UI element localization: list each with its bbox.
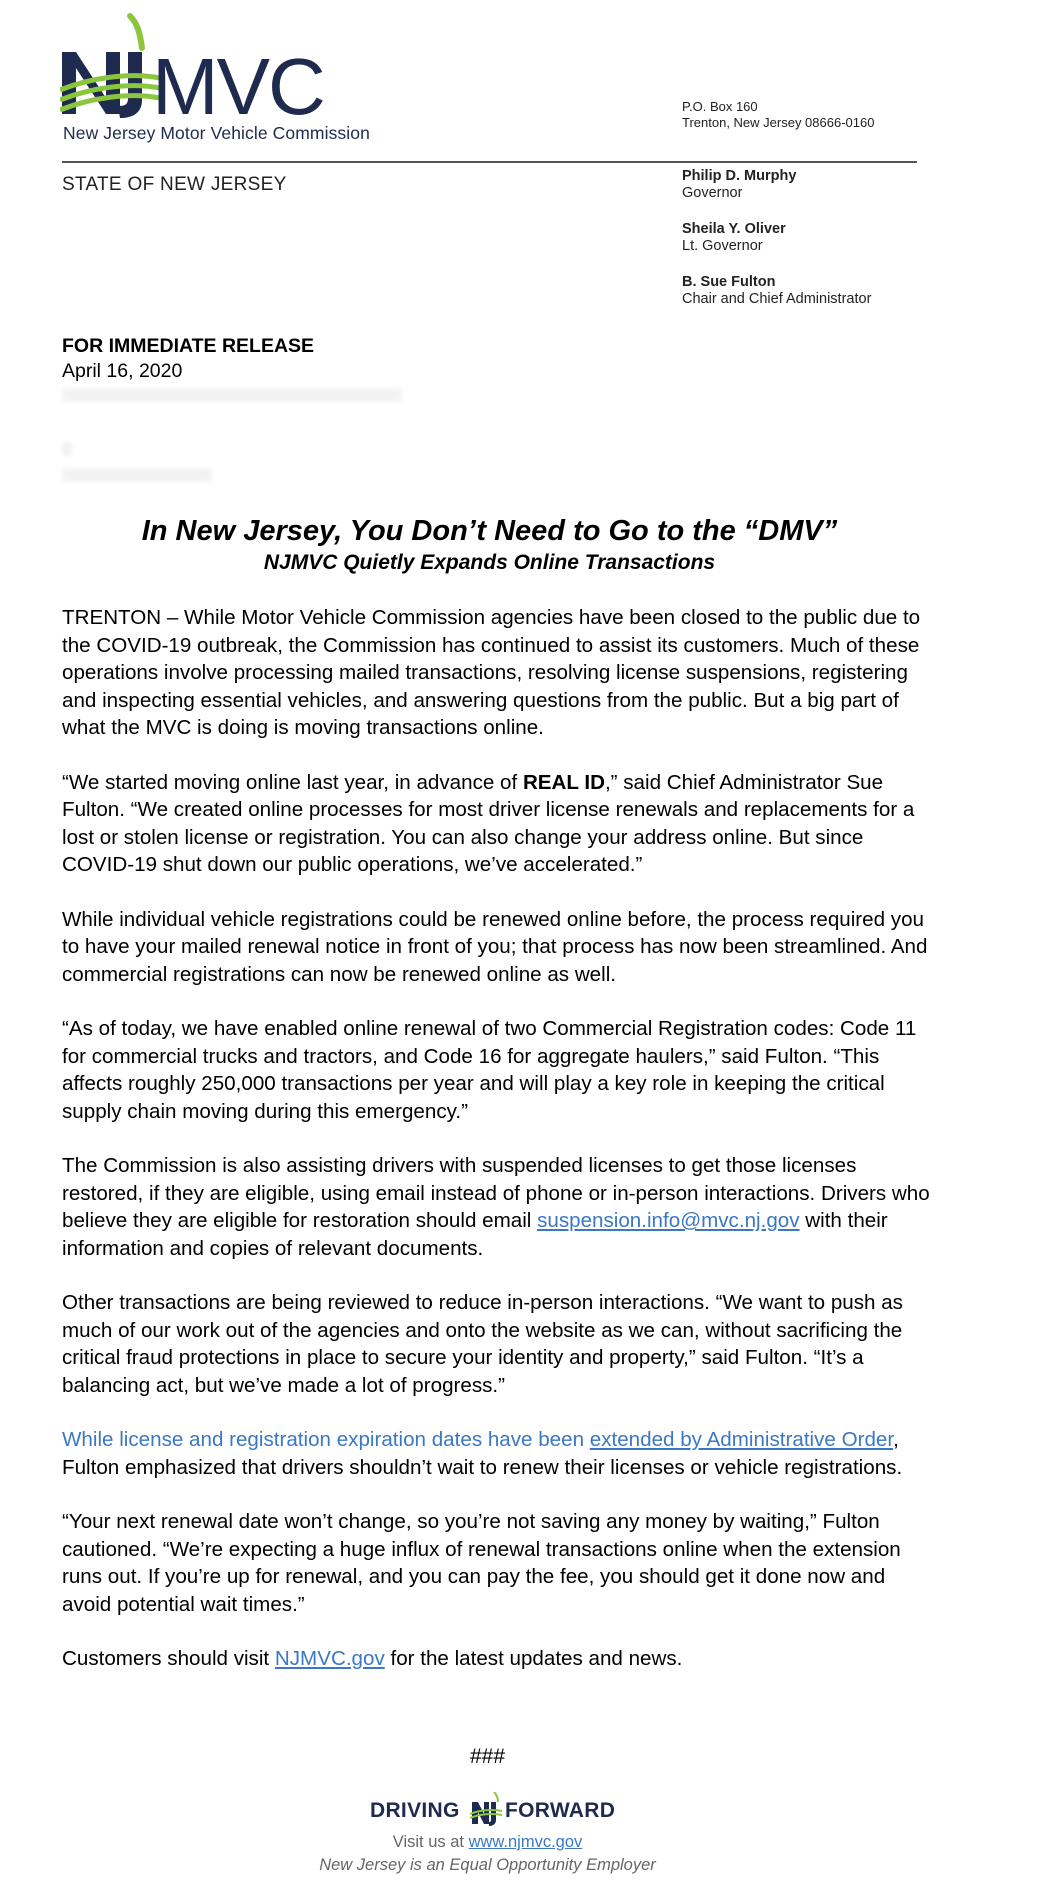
end-marker: ### xyxy=(469,1745,506,1768)
subheadline: NJMVC Quietly Expands Online Transactions xyxy=(263,551,716,574)
brand-left: DRIVING xyxy=(370,1799,460,1822)
text-run: with their information and copies of relevant documents. xyxy=(62,1209,888,1260)
redacted-contact-line xyxy=(62,468,212,482)
article-body xyxy=(62,604,932,1700)
njmvc-website-link[interactable]: www.njmvc.gov xyxy=(468,1833,583,1851)
release-info xyxy=(62,334,314,384)
nj-mark-icon xyxy=(470,1792,502,1826)
official-chair xyxy=(682,274,871,308)
paragraph-2 xyxy=(62,769,932,879)
administrative-order-link[interactable]: extended by Administrative Order xyxy=(589,1428,894,1451)
text-run: “We started moving online last year, in advance of xyxy=(62,770,523,794)
official-name: Philip D. Murphy xyxy=(682,168,797,184)
paragraph-5 xyxy=(62,1152,932,1262)
paragraph-9 xyxy=(62,1645,932,1673)
equal-opportunity-statement: New Jersey is an Equal Opportunity Employer xyxy=(319,1856,656,1874)
official-lt-governor xyxy=(682,221,871,255)
official-title: Lt. Governor xyxy=(682,238,763,254)
address-line-2: Trenton, New Jersey 08666-0160 xyxy=(682,115,875,130)
official-name: B. Sue Fulton xyxy=(682,274,776,290)
state-label: STATE OF NEW JERSEY xyxy=(62,174,287,195)
address-line-1: P.O. Box 160 xyxy=(682,99,758,114)
brand-right: FORWARD xyxy=(505,1799,616,1822)
redacted-contact-line xyxy=(62,388,402,402)
njmvc-logo-mark xyxy=(60,12,380,124)
release-date: April 16, 2020 xyxy=(62,360,183,382)
text-run: Customers should visit xyxy=(62,1647,275,1670)
mailing-address xyxy=(682,99,874,131)
header-divider xyxy=(62,161,917,163)
text-run: While license and registration expiration dates have been xyxy=(62,1428,590,1451)
real-id-bold: REAL ID xyxy=(522,770,605,794)
headline: In New Jersey, You Don’t Need to Go to the “DMV” xyxy=(141,515,838,547)
official-name: Sheila Y. Oliver xyxy=(682,221,786,237)
paragraph-6: Other transactions are being reviewed to reduce in-person interactions. “We want to push as much of our work out of the agencies and onto the website as we can, without sacrificing the critical fraud protections in place to secure your identity and property,” said Fulton. “It’s a balancing act, but we’ve made a lot of progress.” xyxy=(62,1291,903,1397)
paragraph-8: “Your next renewal date won’t change, so you’re not saving any money by waiting,” Fulton cautioned. “We’re expecting a huge influx of renewal transactions online when the extension runs out. If you’re up for renewal, and you can pay the fee, you should get it done now and avoid potential wait times.” xyxy=(62,1510,901,1616)
logo-tagline: New Jersey Motor Vehicle Commission xyxy=(63,123,370,143)
official-title: Governor xyxy=(682,185,743,201)
paragraph-3: While individual vehicle registrations could be renewed online before, the process required you to have your mailed renewal notice in front of you; that process has now been streamlined. And commercial registrations can now be renewed online as well. xyxy=(62,907,928,986)
visit-prefix: Visit us at xyxy=(392,1833,469,1851)
visit-line xyxy=(0,1833,975,1852)
text-run: , Fulton emphasized that drivers shouldn’t wait to renew their licenses or vehicle registrations. xyxy=(62,1428,903,1479)
official-title: Chair and Chief Administrator xyxy=(682,291,872,307)
redacted-contact-line xyxy=(62,442,72,456)
officials-list xyxy=(682,168,871,327)
driving-forward-logo xyxy=(370,1792,616,1826)
paragraph-7 xyxy=(62,1426,932,1481)
text-run: ,” said Chief Administrator Sue Fulton. “We created online processes for most driver license renewals and replacements for a lost or stolen license or registration. You can also change your address online. But since COVID-19 shut down our public operations, we’ve accelerated.” xyxy=(62,770,915,876)
suspension-email-link[interactable]: suspension.info@mvc.nj.gov xyxy=(537,1209,800,1232)
text-run: for the latest updates and news. xyxy=(384,1647,683,1670)
release-label: FOR IMMEDIATE RELEASE xyxy=(62,335,315,357)
paragraph-1: TRENTON – While Motor Vehicle Commission agencies have been closed to the public due to the COVID-19 outbreak, the Commission has continued to assist its customers. Much of these operations involve processing mailed transactions, resolving license suspensions, registering and inspecting essential vehicles, and answering questions from the public. But a big part of what the MVC is doing is moving transactions online. xyxy=(62,606,921,739)
svg-text:MVC: MVC xyxy=(152,42,324,124)
njmvc-logo xyxy=(60,12,380,152)
paragraph-4: “As of today, we have enabled online renewal of two Commercial Registration codes: Code 11 for commercial trucks and tractors, and Code 16 for aggregate haulers,” said Fulton. “This affects roughly 250,000 transactions per year and will play a key role in keeping the critical supply chain moving during this emergency.” xyxy=(62,1017,917,1123)
official-governor xyxy=(682,168,871,202)
njmvc-gov-link[interactable]: NJMVC.gov xyxy=(274,1647,385,1670)
text-run: The Commission is also assisting drivers with suspended licenses to get those licenses restored, if they are eligible, using email instead of phone or in-person interactions. Drivers who believe they are eligible for restoration should email xyxy=(62,1154,930,1232)
